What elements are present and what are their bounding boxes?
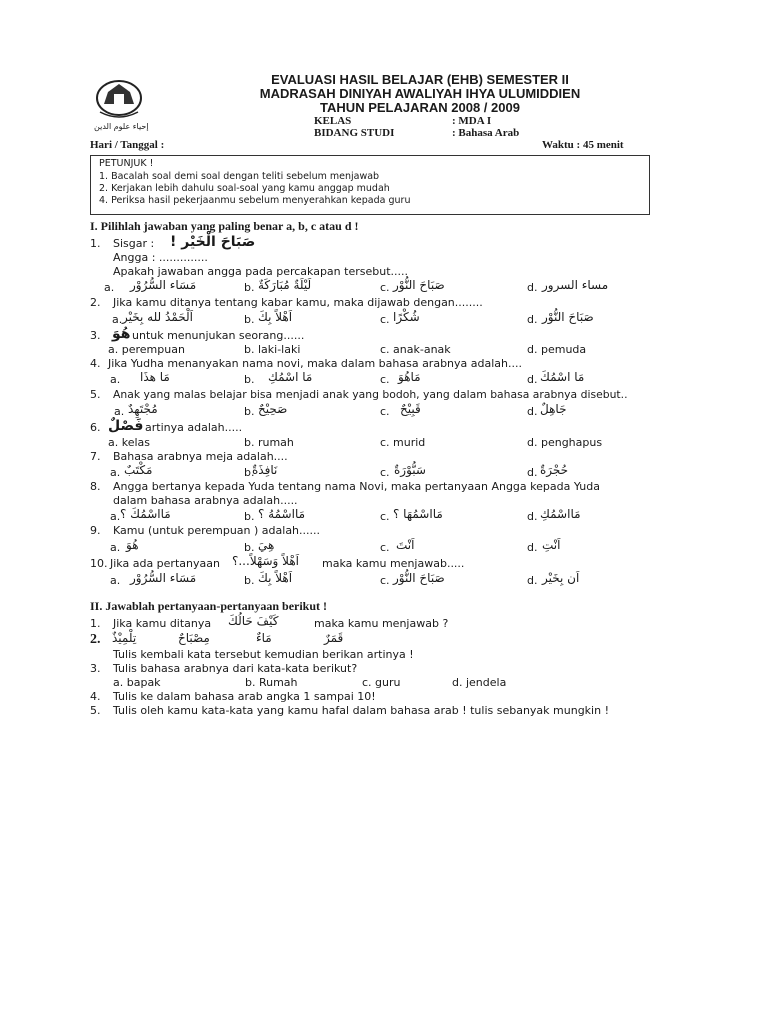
option-label: a.: [110, 541, 121, 554]
option-b: نَافِذَةٌ: [252, 463, 278, 477]
q8-text: Angga bertanya kepada Yuda tentang nama Novi, maka pertanyaan Angga kepada Yuda: [113, 480, 600, 493]
q2-text: Jika kamu ditanya tentang kabar kamu, maka dijawab dengan........: [113, 296, 483, 309]
question-number: 8.: [90, 480, 101, 493]
option-a: هُوَ: [126, 538, 139, 552]
option-label: a.: [110, 466, 121, 479]
instructions-title: PETUNJUK !: [99, 158, 154, 169]
option-c: صَبَاحَ النُّوْر: [393, 278, 445, 292]
option-d: مَااسْمُكِ: [540, 507, 581, 521]
question-number: 3.: [90, 662, 101, 675]
option-b: مَا اسْمُكِ: [268, 370, 313, 384]
s2-q3-option: c. guru: [362, 676, 401, 689]
option-d: اَن بِخَيْر: [542, 571, 580, 585]
option-a: مَسَاء السُّرُوْر: [130, 278, 197, 292]
option-label: b.: [244, 281, 255, 294]
option-label: a.: [110, 373, 121, 386]
academic-year: TAHUN PELAJARAN 2008 / 2009: [320, 100, 520, 115]
q6-arabic: فَصْلٌ: [108, 418, 144, 434]
option-d: مساء السرور: [542, 278, 609, 292]
s2-q1-text: Jika kamu ditanya: [113, 617, 212, 630]
option-label: d.: [527, 373, 538, 386]
question-number: 2.: [90, 632, 101, 647]
s2-q1-text: maka kamu menjawab ?: [314, 617, 449, 630]
bidang-value: : Bahasa Arab: [452, 127, 520, 139]
option-c: سَبُّوْرَةٌ: [394, 463, 426, 477]
option-label: b.: [244, 466, 255, 479]
section1-title: I. Pilihlah jawaban yang paling benar a, b, c atau d !: [90, 219, 359, 233]
option-label: a.: [112, 313, 123, 326]
option-d: صَبَاحَ النُّوْر: [542, 310, 594, 324]
option-d: اَنْتِ: [542, 538, 561, 552]
option-label: b.: [244, 313, 255, 326]
s2-q2-word: مَاءٌ: [256, 631, 272, 645]
logo-text: إحياء علوم الدين: [94, 122, 149, 131]
question-number: 1.: [90, 237, 101, 250]
s2-q2-word: مِصْبَاحٌ: [178, 631, 210, 645]
q8-text-line2: dalam bahasa arabnya adalah.....: [113, 494, 298, 507]
option-b: b. rumah: [244, 436, 294, 449]
option-a: مَسَاء السُّرُوْر: [130, 571, 197, 585]
option-c: اَنْتَ: [396, 538, 415, 552]
q3-text: untuk menunjukan seorang......: [132, 329, 305, 342]
instruction-item: 4. Periksa hasil pekerjaanmu sebelum menyerahkan kepada guru: [99, 195, 411, 206]
question-number: 4.: [90, 690, 101, 703]
option-d: d. pemuda: [527, 343, 587, 356]
bidang-label: BIDANG STUDI: [314, 127, 395, 139]
option-d: مَا اسْمُكَ: [540, 370, 585, 384]
kelas-label: KELAS: [314, 115, 352, 127]
section2-title: II. Jawablah pertanyaan-pertanyaan berikut !: [90, 599, 328, 613]
s2-q4-text: Tulis ke dalam bahasa arab angka 1 sampai 10!: [113, 690, 376, 703]
option-label: d.: [527, 541, 538, 554]
s2-q2-word: تِلْمِيْذٌ: [112, 631, 137, 645]
question-number: 7.: [90, 450, 101, 463]
s2-q3-option: b. Rumah: [245, 676, 298, 689]
option-label: c.: [380, 373, 390, 386]
option-label: b.: [244, 510, 255, 523]
option-label: c.: [380, 541, 390, 554]
option-label: b.: [244, 541, 255, 554]
q1-question-text: Apakah jawaban angga pada percakapan tersebut.....: [113, 265, 408, 278]
option-c: صَبَاحَ النُّوْر: [393, 571, 445, 585]
q3-arabic: هُوَ: [112, 326, 131, 342]
question-number: 4.: [90, 357, 101, 370]
option-label: a.: [110, 510, 121, 523]
instruction-item: 1. Bacalah soal demi soal dengan teliti sebelum menjawab: [99, 171, 380, 182]
option-label: b.: [244, 405, 255, 418]
s2-q1-arabic: كَيْفَ حَالُكَ: [228, 614, 279, 628]
option-a: مُجْتَهِدٌ: [128, 402, 158, 416]
option-b: اَهْلاً بِكَ: [258, 310, 293, 324]
s2-q3-option: d. jendela: [452, 676, 507, 689]
option-c: مَااسْمُهَا ؟: [393, 507, 443, 521]
question-number: 5.: [90, 704, 101, 717]
option-label: d.: [527, 281, 538, 294]
option-b: مَااسْمُهُ ؟: [258, 507, 306, 521]
option-label: d.: [527, 466, 538, 479]
option-d: حُجْرَةٌ: [540, 463, 569, 477]
option-c: c. anak-anak: [380, 343, 451, 356]
option-label: c.: [380, 466, 390, 479]
option-b: اَهْلاً بِكَ: [258, 571, 293, 585]
instruction-item: 2. Kerjakan lebih dahulu soal-soal yang kamu anggap mudah: [99, 183, 390, 194]
option-c: شُكْرًا: [393, 310, 420, 324]
question-number: 9.: [90, 524, 101, 537]
exam-title: EVALUASI HASIL BELAJAR (EHB) SEMESTER II: [271, 72, 569, 87]
q7-text: Bahasa arabnya meja adalah....: [113, 450, 288, 463]
s2-q5-text: Tulis oleh kamu kata-kata yang kamu hafal dalam bahasa arab ! tulis sebanyak mungkin !: [113, 704, 609, 717]
option-b: b. laki-laki: [244, 343, 301, 356]
option-label: b.: [244, 574, 255, 587]
option-label: c.: [380, 405, 390, 418]
question-number: 5.: [90, 388, 101, 401]
option-label: a.: [110, 574, 121, 587]
waktu-label: Waktu : 45 menit: [542, 139, 624, 151]
q4-text: Jika Yudha menanyakan nama novi, maka dalam bahasa arabnya adalah....: [108, 357, 522, 370]
option-a: مَااسْمُكَ ؟: [120, 507, 171, 521]
hari-label: Hari / Tanggal :: [90, 139, 165, 151]
option-label: c.: [380, 281, 390, 294]
option-c: c. murid: [380, 436, 426, 449]
option-label: a.: [114, 405, 125, 418]
option-label: d.: [527, 313, 538, 326]
option-a: مَا هذَا: [140, 370, 170, 384]
option-label: b.: [244, 373, 255, 386]
question-number: 6.: [90, 421, 101, 434]
option-label: d.: [527, 510, 538, 523]
option-label: c.: [380, 313, 390, 326]
s2-q2-word: قَمَرٌ: [324, 631, 344, 645]
option-label: d.: [527, 405, 538, 418]
question-number: 3.: [90, 329, 101, 342]
q6-text: artinya adalah.....: [145, 421, 243, 434]
instructions-box: [90, 155, 650, 215]
s2-q3-option: a. bapak: [113, 676, 161, 689]
q5-text: Anak yang malas belajar bisa menjadi anak yang bodoh, yang dalam bahasa arabnya disebut..: [113, 388, 628, 401]
option-label: a.: [104, 281, 115, 294]
school-name: MADRASAH DINIYAH AWALIYAH IHYA ULUMIDDIEN: [259, 86, 581, 101]
option-d: جَاهِلٌ: [540, 402, 567, 416]
q10-text: maka kamu menjawab.....: [322, 557, 465, 570]
option-label: d.: [527, 574, 538, 587]
question-number: 1.: [90, 617, 101, 630]
q1-arabic-greeting: صَبَاحَ الْخَيْر !: [170, 234, 256, 250]
kelas-value: : MDA I: [452, 115, 492, 127]
school-logo: [88, 72, 150, 134]
q10-arabic: اَهْلاً وَسَهْلاً...؟: [232, 554, 299, 568]
option-label: c.: [380, 574, 390, 587]
option-d: d. penghapus: [527, 436, 603, 449]
option-a: مَكْتَبٌ: [124, 463, 153, 477]
option-b: لَيْلَةٌ مُبَارَكَةٌ: [258, 278, 312, 292]
option-a: اَلْحَمْدُ لله بِخَيْر: [122, 310, 193, 324]
option-c: قَبِيْحٌ: [400, 402, 421, 416]
s2-q2-text: Tulis kembali kata tersebut kemudian berikan artinya !: [113, 648, 414, 661]
option-a: a. kelas: [108, 436, 151, 449]
s2-q3-text: Tulis bahasa arabnya dari kata-kata berikut?: [113, 662, 358, 675]
q1-dialog-line: Angga : ..............: [113, 251, 208, 264]
q10-text: Jika ada pertanyaan: [110, 557, 220, 570]
question-number: 2.: [90, 296, 101, 309]
q9-text: Kamu (untuk perempuan ) adalah......: [113, 524, 321, 537]
option-b: صَحِيْحٌ: [258, 402, 288, 416]
option-a: a. perempuan: [108, 343, 185, 356]
question-number: 10.: [90, 557, 108, 570]
q1-dialog-line: Sisgar :: [113, 237, 155, 250]
option-label: c.: [380, 510, 390, 523]
option-b: هِيَ: [258, 538, 275, 552]
option-c: مَاهُوَ: [398, 370, 421, 384]
